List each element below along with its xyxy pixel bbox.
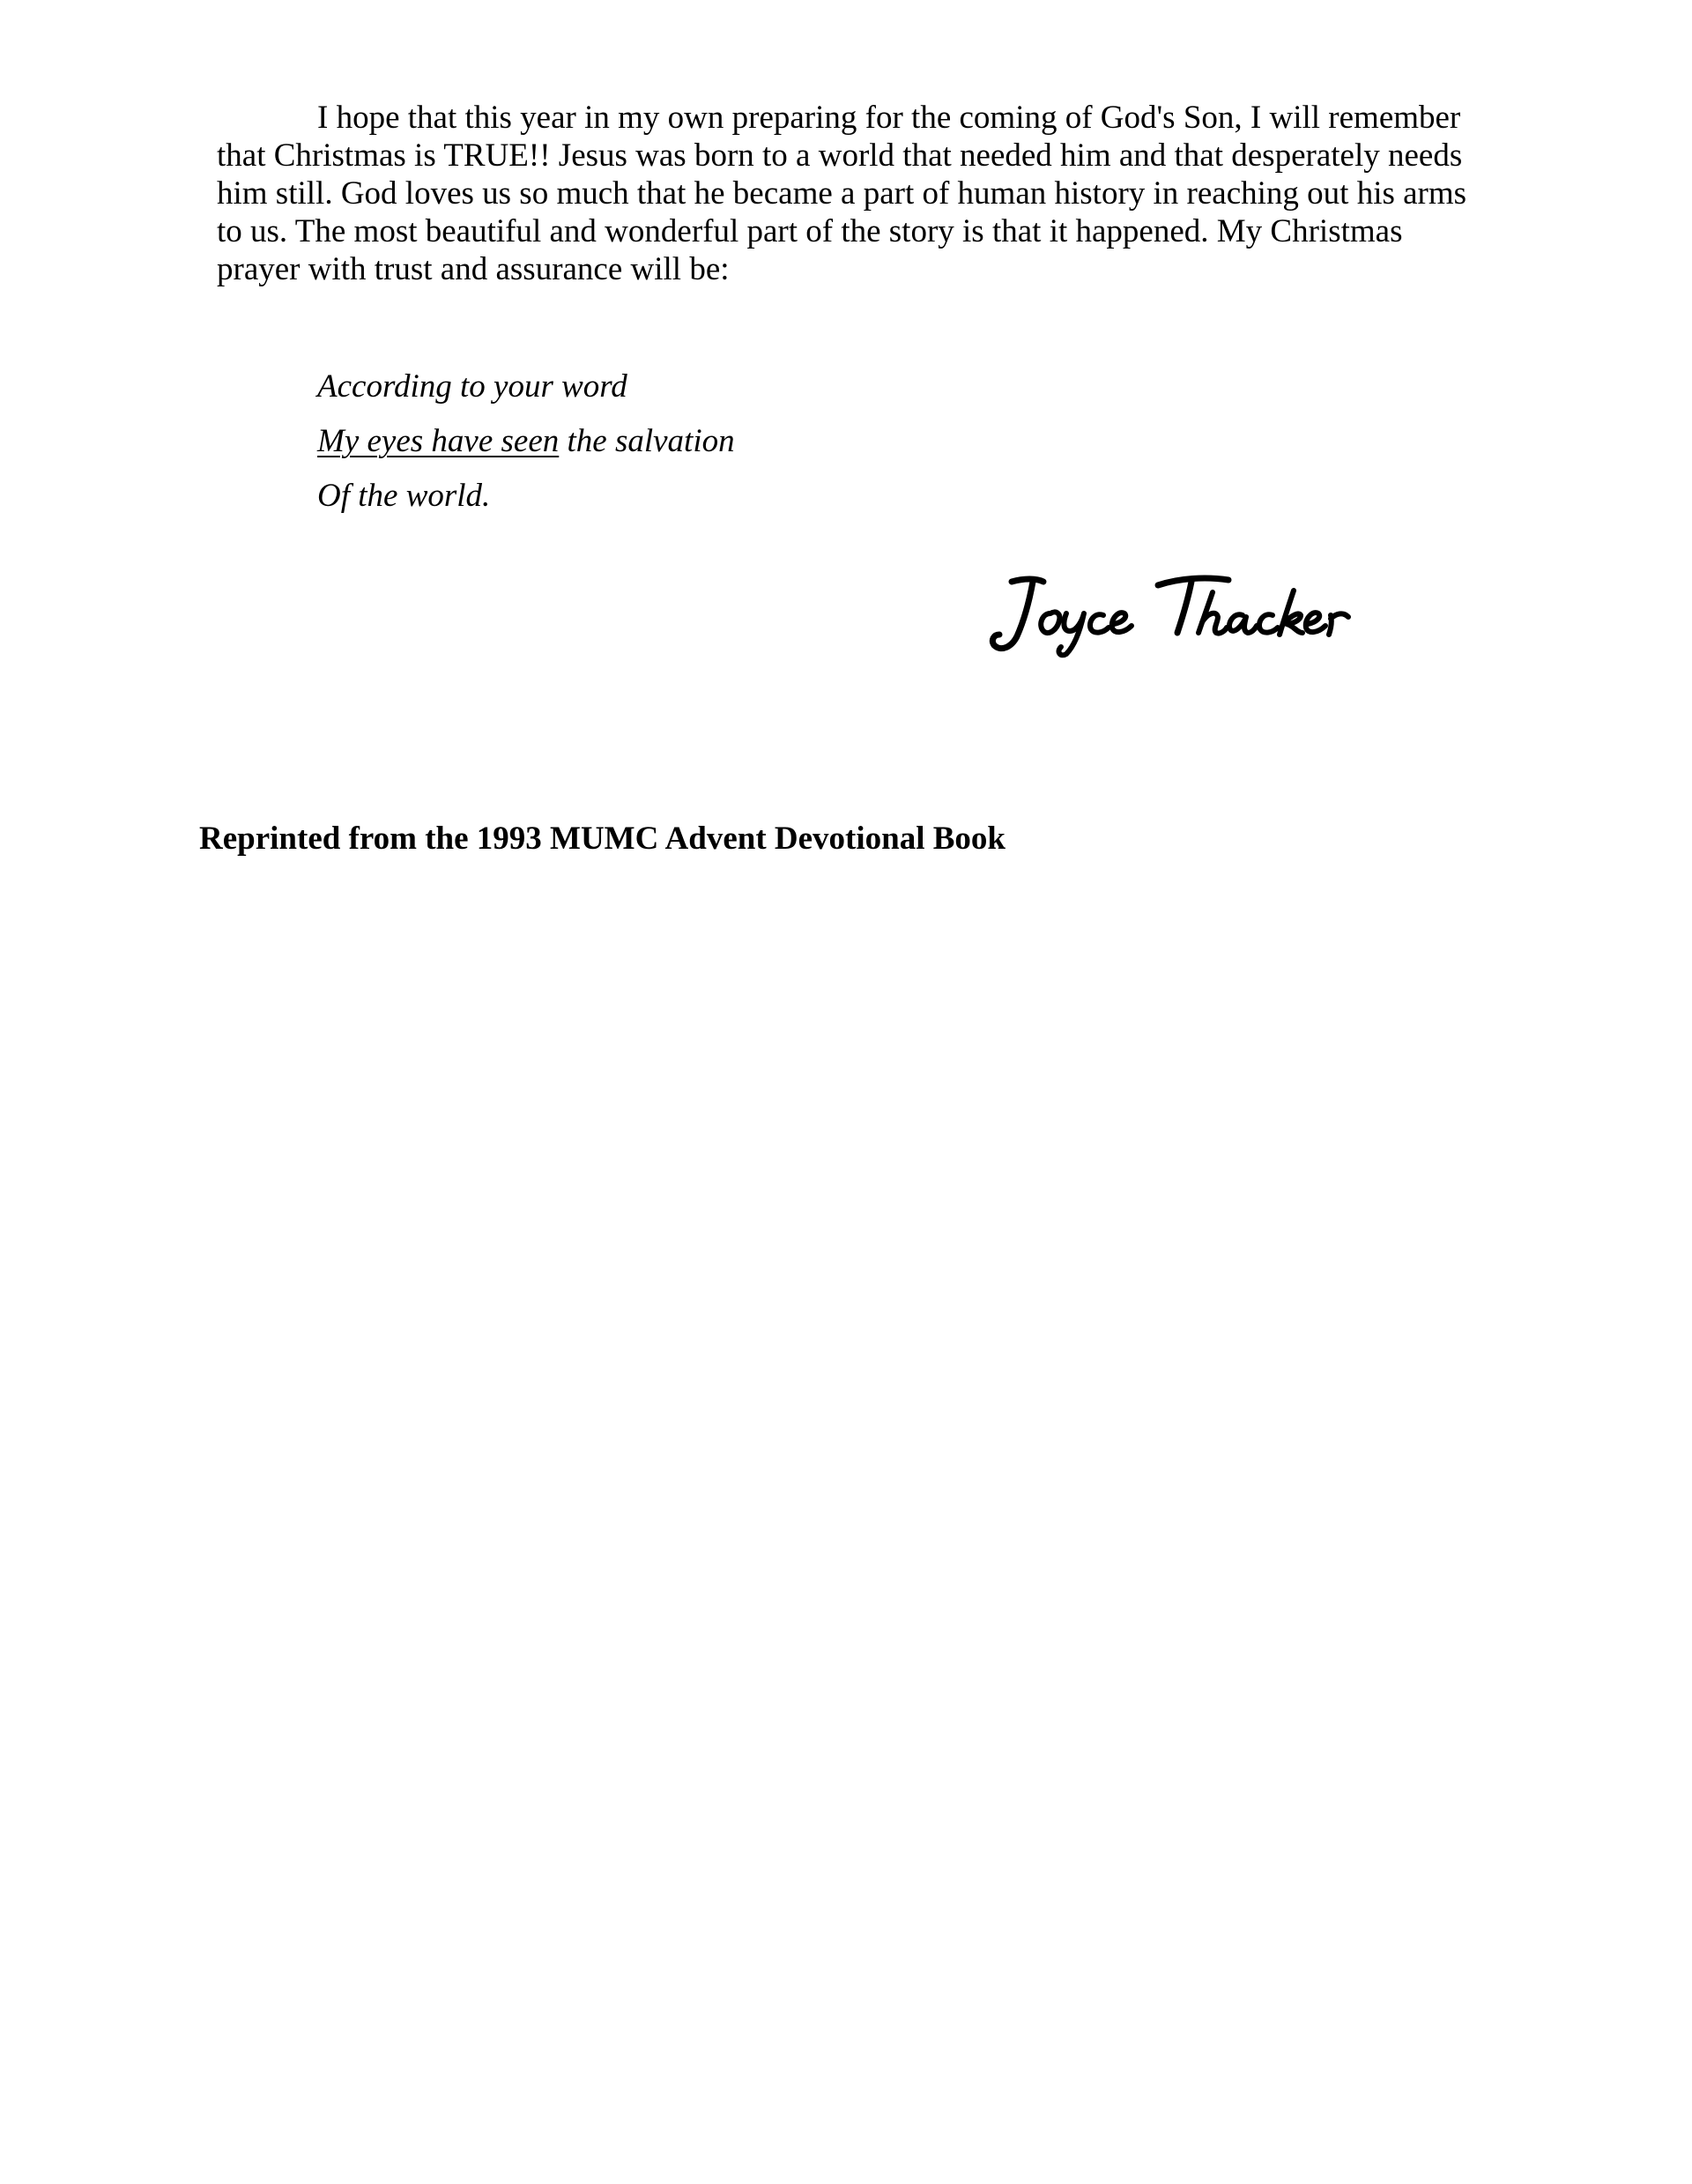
verse-line-1: According to your word xyxy=(317,368,627,405)
verse-underlined-phrase: My eyes have seen xyxy=(317,423,560,459)
prayer-verse xyxy=(317,360,1198,524)
verse-line-2 xyxy=(317,414,1198,469)
verse-line-3: Of the world. xyxy=(317,478,491,514)
body-paragraph: I hope that this year in my own preparing for the coming of God's Son, I will remember that Christmas is TRUE!! Jesus was born to a world that needed him and that desperately needs him still. God loves us so much that he became a part of human history in reaching out his arms to us. The most beautiful and wonderful part of the story is that it happened. My Christmas prayer with trust and assurance will be: xyxy=(217,100,1467,287)
handwritten-signature xyxy=(985,571,1355,659)
reprint-note: Reprinted from the 1993 MUMC Advent Devotional Book xyxy=(199,821,1006,857)
verse-line-2-rest: the salvation xyxy=(559,423,735,459)
